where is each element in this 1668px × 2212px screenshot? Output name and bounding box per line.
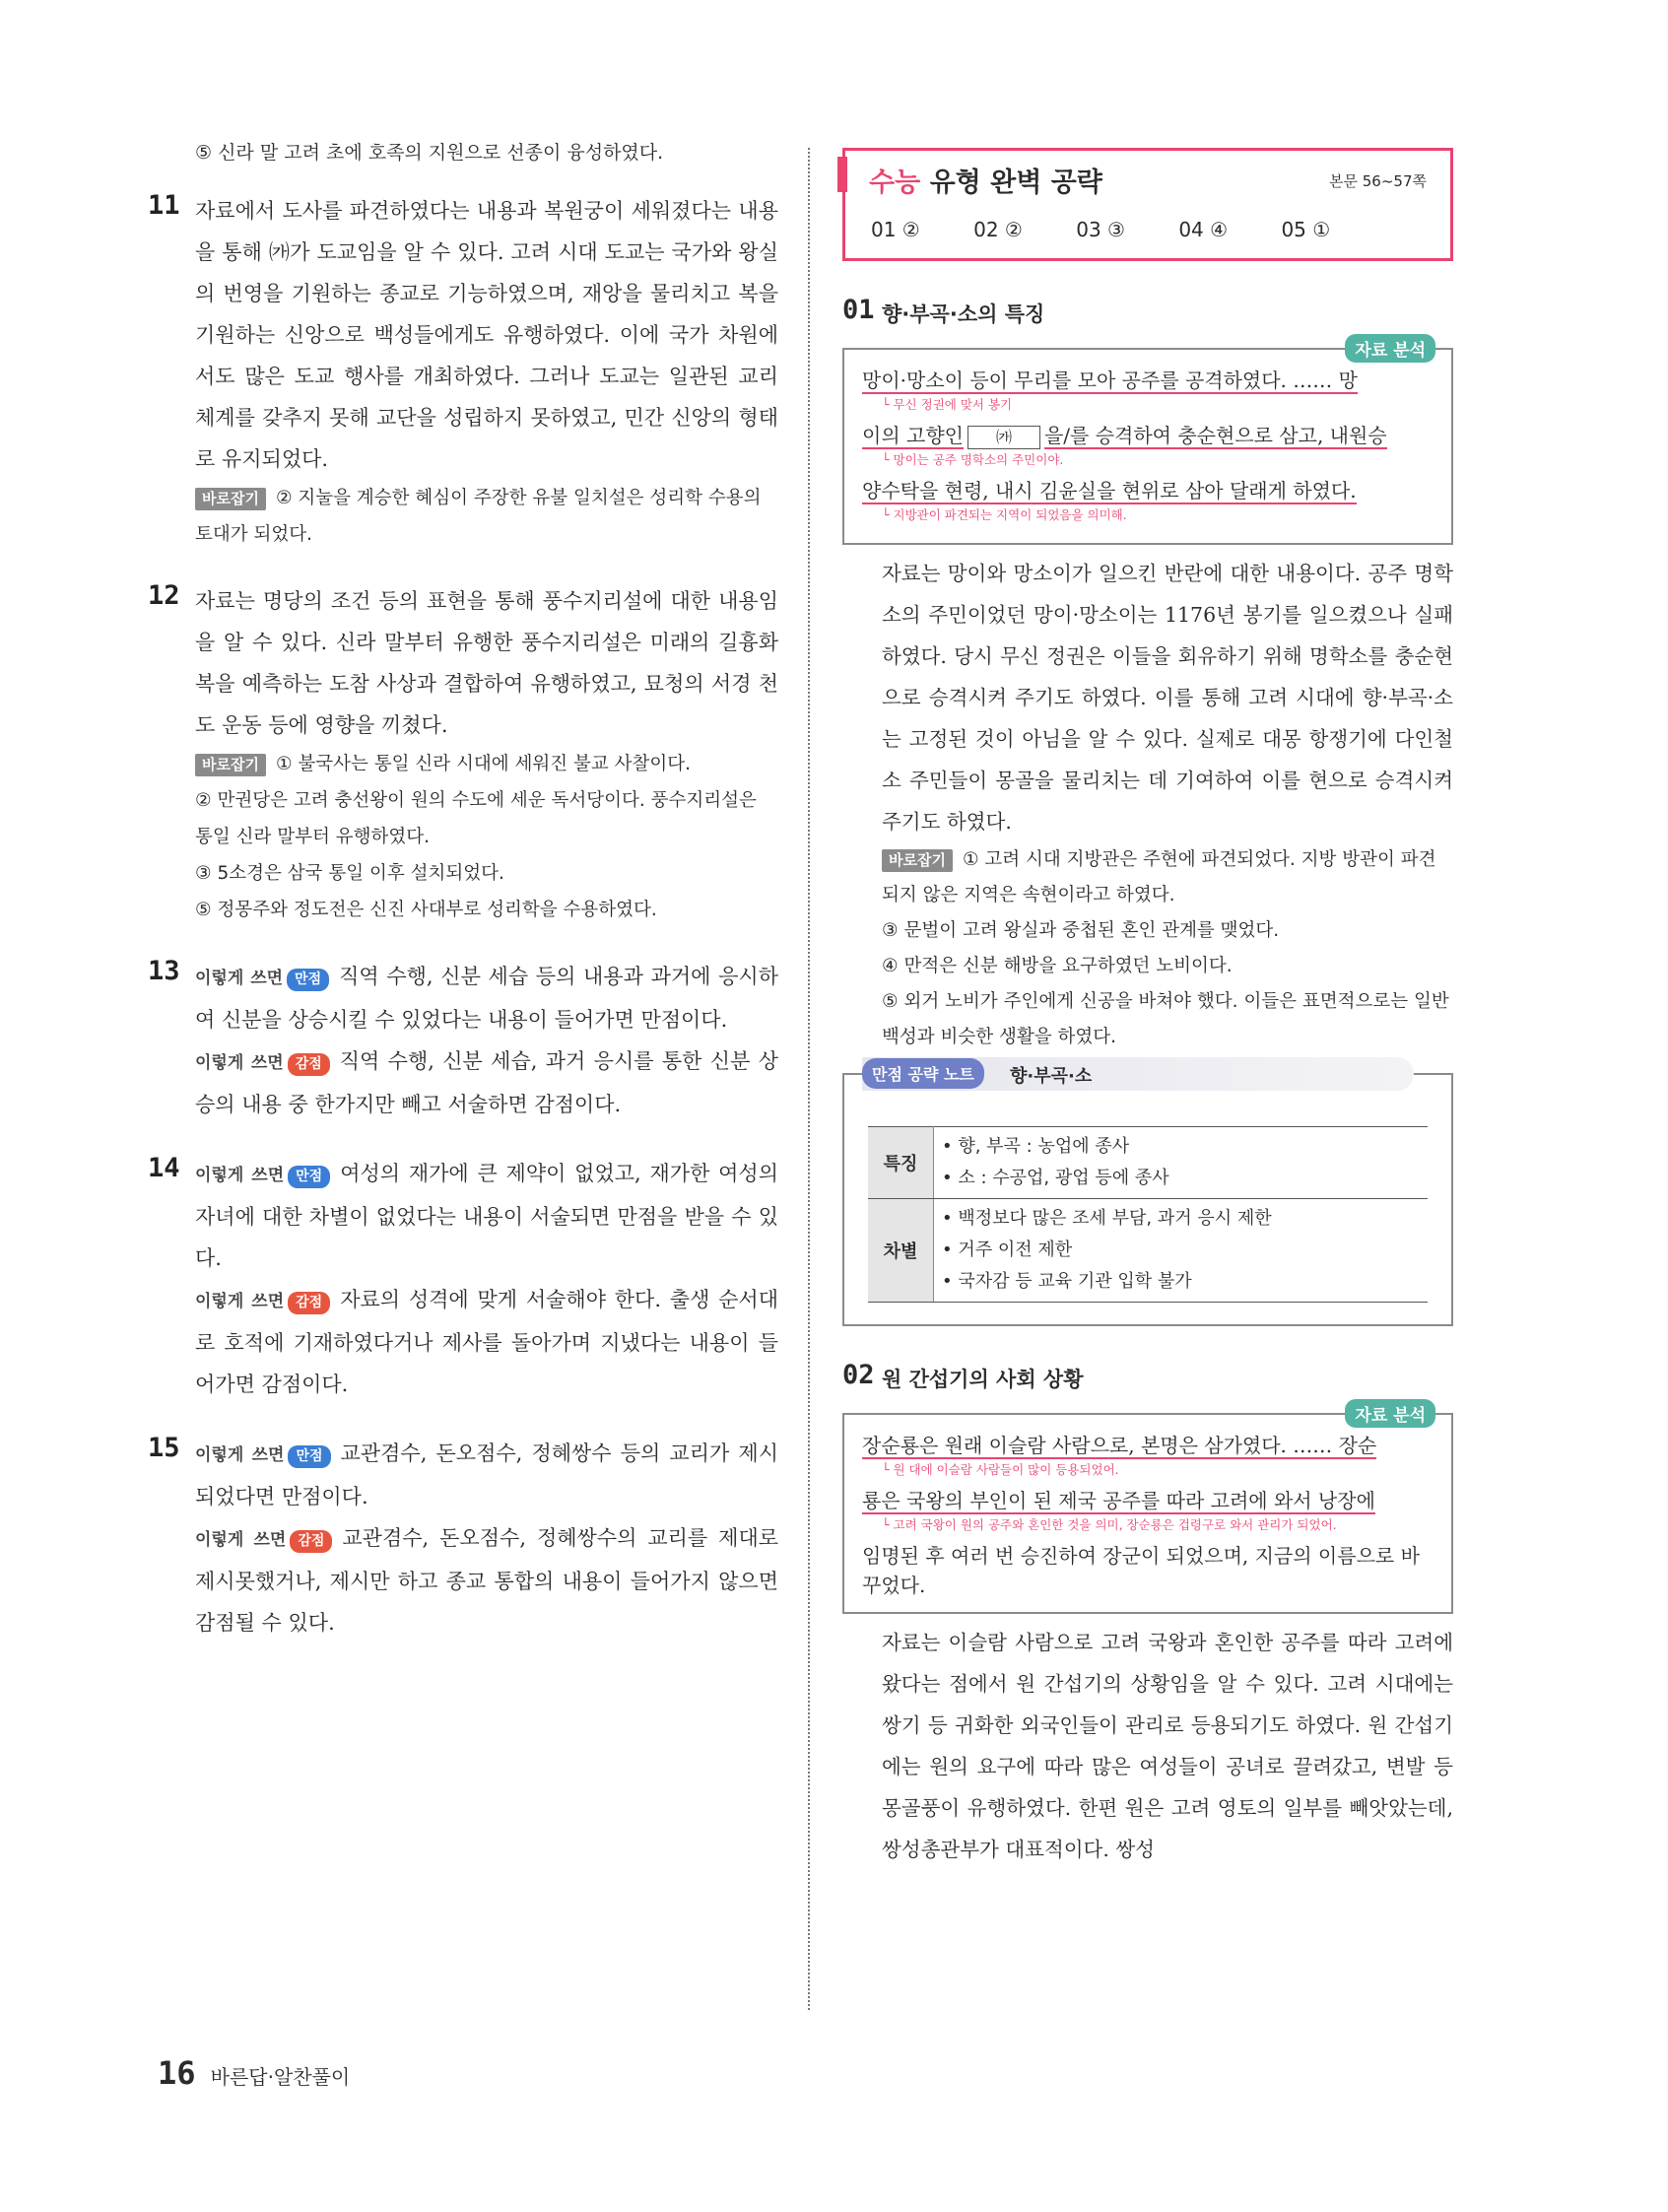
section-title: 향·부곡·소의 특징 [882, 302, 1045, 326]
fix-text: ④ 만적은 신분 해방을 요구하였던 노비이다. [882, 956, 1233, 976]
section-title: 수능 유형 완벽 공략 [869, 168, 1102, 198]
deduction-badge: 감점 [288, 1292, 330, 1314]
deduction-badge: 감점 [288, 1053, 330, 1076]
section-number: 01 [842, 295, 875, 325]
explanation-text: 자료에서 도사를 파견하였다는 내용과 복원궁이 세워졌다는 내용을 통해 ㈎가 도교임을 알 수 있다. 고려 시대 도교는 국가와 왕실의 번영을 기원하는 종교로 기능하였으며, 재앙을 물리치고 복을 기원하는 신앙으로 백성들에게도 유행하였다. 이에 국가 차원에서도 많은 도교 행사를 개최하였다. 그러나 도교는 일관된 교리 체계를 갖추지 못해 교단을 성립하지 못하였고, 민간 신앙의 형태로 유지되었다. [195, 199, 778, 471]
scoring-label: 이렇게 쓰면 [195, 1530, 287, 1550]
full-score-badge: 만점 [288, 1445, 330, 1468]
scoring-label: 이렇게 쓰면 [195, 1445, 285, 1465]
right-column [842, 148, 1453, 1870]
deduction-text: 자료의 성격에 맞게 서술해야 한다. 출생 순서대로 호적에 기재하였다거나 제사를 돌아가며 지냈다는 내용이 들어가면 감점이다. [195, 1288, 778, 1396]
answer-key [871, 218, 1377, 241]
source-text: 을/를 승격하여 충순현으로 삼고, 내원승 [1043, 424, 1387, 447]
answer-item: 05 ① [1281, 218, 1331, 241]
flag-marker [837, 157, 847, 192]
full-score-text: 교관겸수, 돈오점수, 정혜쌍수 등의 교리가 제시되었다면 만점이다. [195, 1441, 778, 1508]
section-02-heading [842, 1360, 1453, 1399]
answer-item: 02 ② [973, 218, 1023, 241]
book-title: 바른답·알찬풀이 [210, 2065, 351, 2089]
source-analysis-badge: 자료 분석 [1345, 1399, 1435, 1428]
answer-item: 04 ④ [1178, 218, 1229, 241]
study-note-title: 향·부곡·소 [1010, 1066, 1093, 1087]
full-score-text: 직역 수행, 신분 세습 등의 내용과 과거에 응시하여 신분을 상승시킬 수 있었다는 내용이 들어가면 만점이다. [195, 965, 778, 1032]
study-note-box [842, 1065, 1453, 1326]
scoring-label: 이렇게 쓰면 [195, 969, 284, 988]
question-15 [148, 1433, 778, 1643]
page-reference: 본문 56~57쪽 [1329, 172, 1427, 190]
question-number: 12 [148, 580, 180, 611]
section-01-heading [842, 295, 1453, 334]
explanation-text: 자료는 이슬람 사람으로 고려 국왕과 혼인한 공주를 따라 고려에 왔다는 점에서 원 간섭기의 상황임을 알 수 있다. 고려 시대에는 쌍기 등 귀화한 외국인들이 관리로 등용되기도 하였다. 원 간섭기에는 원의 요구에 따라 많은 여성들이 공녀로 끌려갔고, 변발 등 몽골풍이 유행하였다. 한편 원은 고려 영토의 일부를 빼앗았는데, 쌍성총관부가 대표적이다. 쌍성 [882, 1631, 1453, 1861]
fix-text: ① 불국사는 통일 신라 시대에 세워진 불교 사찰이다. [275, 754, 692, 774]
question-number: 14 [148, 1153, 180, 1183]
annotation: └ 망이는 공주 명학소의 주민이야. [882, 452, 1064, 467]
annotation: └ 지방관이 파견되는 지역이 되었음을 의미해. [882, 507, 1127, 522]
source-text: 양수탁을 현령, 내시 김윤실을 현위로 삼아 달래게 하였다. [862, 479, 1357, 503]
source-box [842, 1406, 1453, 1614]
row-content: • 향, 부곡 : 농업에 종사 • 소 : 수공업, 광업 등에 종사 [934, 1127, 1429, 1199]
deduction-badge: 감점 [290, 1530, 332, 1553]
source-text: 임명된 후 여러 번 승진하여 장군이 되었으며, 지금의 이름으로 바꾸었다. [862, 1544, 1420, 1597]
table-row [868, 1127, 1428, 1199]
annotation: └ 무신 정권에 맞서 봉기 [882, 397, 1013, 412]
page-number: 16 [158, 2054, 196, 2092]
row-header: 차별 [868, 1199, 934, 1303]
fix-text: ③ 문벌이 고려 왕실과 중첩된 혼인 관계를 맺었다. [882, 920, 1280, 941]
fix-text: ① 고려 시대 지방관은 주현에 파견되었다. 지방 방관이 파견되지 않은 지역은 속현이라고 하였다. [882, 849, 1436, 905]
scoring-label: 이렇게 쓰면 [195, 1292, 285, 1311]
full-score-text: 여성의 재가에 큰 제약이 없었고, 재가한 여성의 자녀에 대한 차별이 없었다는 내용이 서술되면 만점을 받을 수 있다. [195, 1162, 778, 1270]
row-header: 특징 [868, 1127, 934, 1199]
deduction-text: 직역 수행, 신분 세습, 과거 응시를 통한 신분 상승의 내용 중 한가지만 빼고 서술하면 감점이다. [195, 1049, 778, 1116]
study-note-tag: 만점 공략 노트 [862, 1058, 984, 1089]
deduction-text: 교관겸수, 돈오점수, 정혜쌍수의 교리를 제대로 제시못했거나, 제시만 하고 종교 통합의 내용이 들어가지 않으면 감점될 수 있다. [195, 1526, 779, 1635]
question-number: 15 [148, 1433, 180, 1463]
annotation: └ 원 대에 이슬람 사람들이 많이 등용되었어. [882, 1462, 1119, 1477]
fix-label: 바로잡기 [882, 849, 953, 872]
section-title: 원 간섭기의 사회 상황 [882, 1368, 1084, 1391]
answer-line: ⑤ 신라 말 고려 초에 호족의 지원으로 선종이 융성하였다. [195, 142, 664, 164]
study-note-header [862, 1057, 1414, 1091]
source-text: 망이·망소이 등이 무리를 모아 공주를 공격하였다. …… 망 [862, 369, 1358, 392]
fix-block [842, 842, 1453, 1055]
section-number: 02 [842, 1360, 875, 1390]
annotation: └ 고려 국왕이 원의 공주와 혼인한 것을 의미, 장순룡은 겁령구로 와서 관리가 되었어. [882, 1517, 1337, 1532]
full-score-badge: 만점 [287, 969, 329, 991]
source-box [842, 341, 1453, 545]
left-column [148, 138, 778, 1671]
answer-item: 01 ② [871, 218, 920, 241]
fix-text: ② 지눌을 계승한 혜심이 주장한 유불 일치설은 성리학 수용의 토대가 되었다. [195, 488, 762, 545]
answer-item: 03 ③ [1076, 218, 1125, 241]
fix-text: ⑤ 외거 노비가 주인에게 신공을 바쳐야 했다. 이들은 표면적으로는 일반 백성과 비슷한 생활을 하였다. [882, 991, 1449, 1047]
scoring-label: 이렇게 쓰면 [195, 1166, 285, 1185]
source-text: 장순룡은 원래 이슬람 사람으로, 본명은 삼가였다. …… 장순 [862, 1434, 1377, 1457]
blank-box: ㈎ [967, 426, 1040, 449]
question-14 [148, 1153, 778, 1405]
fix-label: 바로잡기 [195, 754, 266, 776]
fix-text: ⑤ 정몽주와 정도전은 신진 사대부로 성리학을 수용하였다. [195, 900, 657, 920]
page-footer [158, 2054, 350, 2092]
fix-text: ② 만권당은 고려 충선왕이 원의 수도에 세운 독서당이다. 풍수지리설은 통일 신라 말부터 유행하였다. [195, 790, 757, 847]
question-13 [148, 956, 778, 1125]
source-text: 룡은 국왕의 부인이 된 제국 공주를 따라 고려에 와서 낭장에 [862, 1489, 1375, 1512]
question-11 [148, 190, 778, 553]
table-row [868, 1199, 1428, 1303]
suneung-answer-box [842, 148, 1453, 261]
study-note-table [868, 1126, 1428, 1303]
fix-text: ③ 5소경은 삼국 통일 이후 설치되었다. [195, 863, 504, 884]
full-score-badge: 만점 [288, 1166, 330, 1188]
row-content: • 백정보다 많은 조세 부담, 과거 응시 제한 • 거주 이전 제한 • 국자감 등 교육 기관 입학 불가 [934, 1199, 1429, 1303]
scoring-label: 이렇게 쓰면 [195, 1053, 284, 1073]
question-12 [148, 580, 778, 928]
source-analysis-badge: 자료 분석 [1345, 334, 1435, 363]
column-divider [808, 148, 810, 2010]
question-number: 13 [148, 956, 180, 986]
source-text: 이의 고향인 [862, 424, 964, 447]
question-number: 11 [148, 190, 180, 221]
fix-label: 바로잡기 [195, 488, 266, 510]
explanation-text: 자료는 명당의 조건 등의 표현을 통해 풍수지리설에 대한 내용임을 알 수 있다. 신라 말부터 유행한 풍수지리설은 미래의 길흉화복을 예측하는 도참 사상과 결합하여 유행하였고, 묘청의 서경 천도 운동 등에 영향을 끼쳤다. [195, 589, 778, 737]
explanation-text: 자료는 망이와 망소이가 일으킨 반란에 대한 내용이다. 공주 명학소의 주민이었던 망이·망소이는 1176년 봉기를 일으켰으나 실패하였다. 당시 무신 정권은 이들을 회유하기 위해 명학소를 충순현으로 승격시켜 주기도 하였다. 이를 통해 고려 시대에 향·부곡·소는 고정된 것이 아님을 알 수 있다. 실제로 대몽 항쟁기에 다인철소 주민들이 몽골을 물리치는 데 기여하여 이를 현으로 승격시켜 주기도 하였다. [882, 562, 1453, 834]
